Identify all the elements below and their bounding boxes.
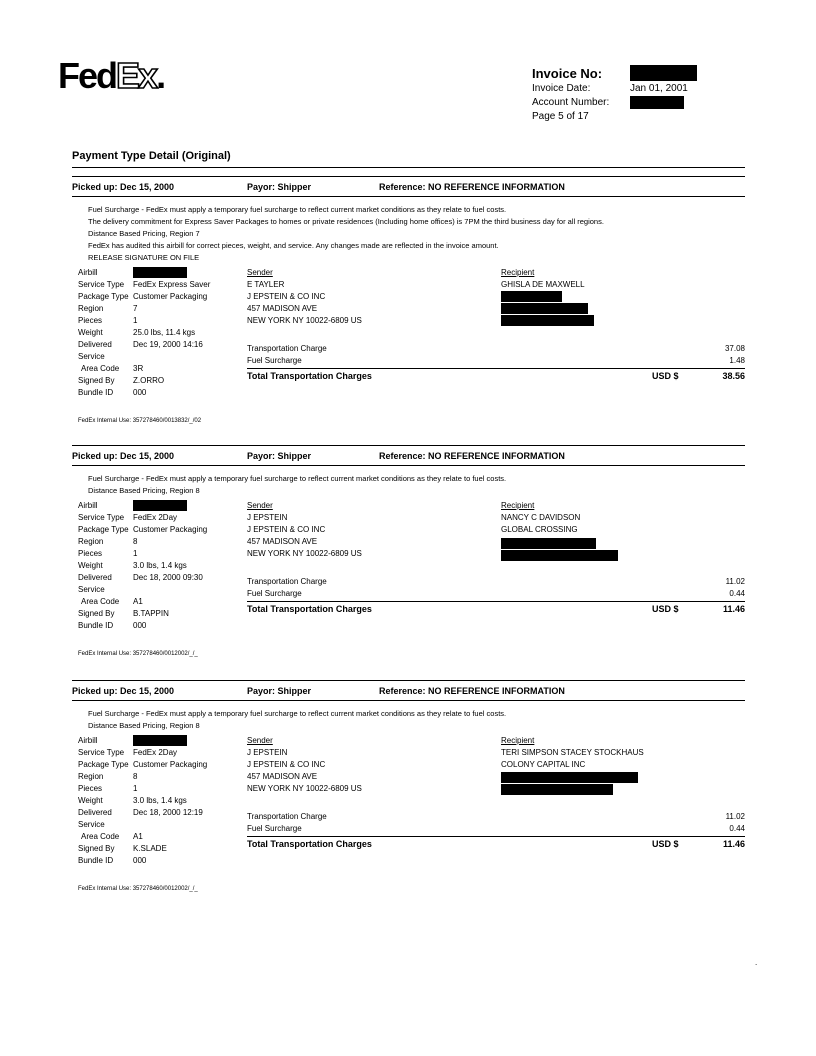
redacted-recipient-address: [501, 303, 588, 314]
package-type-label: Package Type: [78, 292, 129, 301]
sender-label: Sender: [247, 736, 273, 745]
delivered-value: Dec 18, 2000 12:19: [133, 808, 203, 817]
picked-up-date: Picked up: Dec 15, 2000: [72, 451, 175, 461]
sender-line: 457 MADISON AVE: [247, 537, 318, 546]
area-code-label: Area Code: [81, 364, 120, 373]
transportation-charge-amount: 37.08: [724, 344, 745, 353]
bundle-id-label: Bundle ID: [78, 856, 114, 865]
shipment-note: FedEx has audited this airbill for correct pieces, weight, and service. Any changes made are reflected in the invoice amount.: [88, 241, 499, 250]
redacted-recipient-address: [501, 538, 596, 549]
reference: Reference: NO REFERENCE INFORMATION: [379, 686, 565, 696]
transportation-charge-label: Transportation Charge: [247, 344, 327, 353]
picked-up-date: Picked up: Dec 15, 2000: [72, 182, 175, 192]
weight-label: Weight: [78, 328, 103, 337]
shipment-note: Distance Based Pricing, Region 7: [88, 229, 200, 238]
fuel-surcharge-amount: 0.44: [729, 824, 745, 833]
divider: [72, 465, 745, 466]
weight-value: 25.0 lbs, 11.4 kgs: [133, 328, 196, 337]
currency-label: USD $: [652, 604, 679, 614]
sender-line: E TAYLER: [247, 280, 285, 289]
service-label: Service: [78, 585, 105, 594]
bundle-id-label: Bundle ID: [78, 388, 114, 397]
weight-value: 3.0 lbs, 1.4 kgs: [133, 796, 187, 805]
internal-use-code: FedEx Internal Use: 357278460/0012002/_/_: [78, 886, 198, 892]
currency-label: USD $: [652, 839, 679, 849]
redacted-recipient-address: [501, 772, 638, 783]
recipient-line: GHISLA DE MAXWELL: [501, 280, 585, 289]
sender-line: NEW YORK NY 10022-6809 US: [247, 784, 362, 793]
reference: Reference: NO REFERENCE INFORMATION: [379, 451, 565, 461]
fuel-surcharge-label: Fuel Surcharge: [247, 589, 302, 598]
signed-by-label: Signed By: [78, 844, 115, 853]
sender-line: J EPSTEIN: [247, 513, 288, 522]
charges-divider: [247, 368, 745, 369]
redacted-airbill-number: [133, 735, 187, 746]
invoice-date: Jan 01, 2001: [630, 83, 688, 94]
divider: [72, 680, 745, 681]
region-label: Region: [78, 537, 104, 546]
shipment-note: RELEASE SIGNATURE ON FILE: [88, 253, 200, 262]
pieces-label: Pieces: [78, 316, 103, 325]
pieces-label: Pieces: [78, 784, 103, 793]
recipient-line: GLOBAL CROSSING: [501, 525, 578, 534]
region-label: Region: [78, 772, 104, 781]
package-type-value: Customer Packaging: [133, 760, 208, 769]
shipment-note: The delivery commitment for Express Saver Packages to homes or private residences (Including home offices) is 7PM the third business day for all regions.: [88, 217, 604, 226]
payor: Payor: Shipper: [247, 182, 312, 192]
total-charges-amount: 11.46: [722, 604, 745, 614]
account-number-label: Account Number:: [532, 97, 610, 108]
recipient-label: Recipient: [501, 501, 535, 510]
sender-line: 457 MADISON AVE: [247, 304, 318, 313]
package-type-value: Customer Packaging: [133, 292, 208, 301]
total-charges-label: Total Transportation Charges: [247, 604, 372, 614]
payor: Payor: Shipper: [247, 686, 312, 696]
total-charges-label: Total Transportation Charges: [247, 839, 372, 849]
total-charges-amount: 11.46: [722, 839, 745, 849]
service-type-value: FedEx 2Day: [133, 513, 178, 522]
pieces-value: 1: [133, 549, 138, 558]
fuel-surcharge-amount: 0.44: [729, 589, 745, 598]
area-code-value: 3R: [133, 364, 144, 373]
transportation-charge-amount: 11.02: [725, 577, 745, 586]
sender-line: J EPSTEIN & CO INC: [247, 292, 326, 301]
internal-use-code: FedEx Internal Use: 357278460/0012002/_/_: [78, 651, 198, 657]
signed-by-value: K.SLADE: [133, 844, 167, 853]
sender-line: NEW YORK NY 10022-6809 US: [247, 316, 362, 325]
sender-line: NEW YORK NY 10022-6809 US: [247, 549, 362, 558]
area-code-value: A1: [133, 832, 143, 841]
bundle-id-label: Bundle ID: [78, 621, 114, 630]
weight-label: Weight: [78, 561, 103, 570]
region-value: 8: [133, 772, 138, 781]
service-type-label: Service Type: [78, 513, 125, 522]
signed-by-value: Z.ORRO: [133, 376, 165, 385]
payor: Payor: Shipper: [247, 451, 312, 461]
delivered-value: Dec 19, 2000 14:16: [133, 340, 203, 349]
shipment-note: Fuel Surcharge - FedEx must apply a temporary fuel surcharge to reflect current market conditions as they relate to fuel costs.: [88, 205, 507, 214]
footer-mark: .: [755, 958, 758, 967]
recipient-label: Recipient: [501, 268, 535, 277]
area-code-label: Area Code: [81, 832, 120, 841]
total-charges-label: Total Transportation Charges: [247, 371, 372, 381]
service-label: Service: [78, 352, 105, 361]
divider: [72, 167, 745, 168]
pieces-label: Pieces: [78, 549, 103, 558]
shipment-header-row: [72, 686, 745, 698]
weight-value: 3.0 lbs, 1.4 kgs: [133, 561, 187, 570]
recipient-line: NANCY C DAVIDSON: [501, 513, 581, 522]
delivered-label: Delivered: [78, 808, 112, 817]
shipment-note: Distance Based Pricing, Region 8: [88, 486, 200, 495]
page-number: Page 5 of 17: [532, 111, 589, 122]
delivered-value: Dec 18, 2000 09:30: [133, 573, 203, 582]
recipient-line: TERI SIMPSON STACEY STOCKHAUS: [501, 748, 644, 757]
bundle-id-value: 000: [133, 388, 147, 397]
bundle-id-value: 000: [133, 621, 147, 630]
service-type-value: FedEx 2Day: [133, 748, 178, 757]
area-code-value: A1: [133, 597, 143, 606]
shipment-note: Fuel Surcharge - FedEx must apply a temporary fuel surcharge to reflect current market conditions as they relate to fuel costs.: [88, 709, 507, 718]
redacted-airbill-number: [133, 500, 187, 511]
divider: [72, 176, 745, 177]
region-value: 8: [133, 537, 138, 546]
signed-by-label: Signed By: [78, 609, 115, 618]
weight-label: Weight: [78, 796, 103, 805]
airbill-label: Airbill: [78, 268, 98, 277]
region-label: Region: [78, 304, 104, 313]
region-value: 7: [133, 304, 138, 313]
total-charges-amount: 38.56: [722, 371, 745, 381]
redacted-recipient-address: [501, 784, 613, 795]
section-title: Payment Type Detail (Original): [72, 150, 231, 162]
sender-line: J EPSTEIN: [247, 748, 288, 757]
fuel-surcharge-label: Fuel Surcharge: [247, 356, 302, 365]
delivered-label: Delivered: [78, 573, 112, 582]
divider: [72, 445, 745, 446]
divider: [72, 196, 745, 197]
transportation-charge-amount: 11.02: [725, 812, 745, 821]
airbill-label: Airbill: [78, 501, 98, 510]
invoice-no-label: Invoice No:: [532, 66, 603, 81]
package-type-label: Package Type: [78, 525, 129, 534]
service-type-label: Service Type: [78, 748, 125, 757]
sender-line: J EPSTEIN & CO INC: [247, 760, 326, 769]
divider: [72, 700, 745, 701]
sender-line: J EPSTEIN & CO INC: [247, 525, 326, 534]
invoice-date-label: Invoice Date:: [532, 83, 591, 94]
area-code-label: Area Code: [81, 597, 120, 606]
currency-label: USD $: [652, 371, 679, 381]
picked-up-date: Picked up: Dec 15, 2000: [72, 686, 175, 696]
internal-use-code: FedEx Internal Use: 357278460/0013832/_/02: [78, 418, 202, 424]
fuel-surcharge-label: Fuel Surcharge: [247, 824, 302, 833]
signed-by-label: Signed By: [78, 376, 115, 385]
shipment-header-row: [72, 182, 745, 194]
package-type-value: Customer Packaging: [133, 525, 208, 534]
redacted-invoice-number: [630, 65, 697, 81]
airbill-label: Airbill: [78, 736, 98, 745]
package-type-label: Package Type: [78, 760, 129, 769]
pieces-value: 1: [133, 784, 138, 793]
sender-label: Sender: [247, 268, 273, 277]
delivered-label: Delivered: [78, 340, 112, 349]
shipment-header-row: [72, 451, 745, 463]
bundle-id-value: 000: [133, 856, 147, 865]
pieces-value: 1: [133, 316, 138, 325]
shipment-note: Distance Based Pricing, Region 8: [88, 721, 200, 730]
transportation-charge-label: Transportation Charge: [247, 812, 327, 821]
signed-by-value: B.TAPPIN: [133, 609, 169, 618]
redacted-recipient-address: [501, 550, 618, 561]
redacted-recipient-address: [501, 291, 562, 302]
redacted-account-number: [630, 96, 684, 109]
redacted-airbill-number: [133, 267, 187, 278]
reference: Reference: NO REFERENCE INFORMATION: [379, 182, 565, 192]
sender-line: 457 MADISON AVE: [247, 772, 318, 781]
recipient-label: Recipient: [501, 736, 535, 745]
fuel-surcharge-amount: 1.48: [729, 356, 745, 365]
transportation-charge-label: Transportation Charge: [247, 577, 327, 586]
recipient-line: COLONY CAPITAL INC: [501, 760, 586, 769]
service-label: Service: [78, 820, 105, 829]
shipment-note: Fuel Surcharge - FedEx must apply a temporary fuel surcharge to reflect current market conditions as they relate to fuel costs.: [88, 474, 507, 483]
fedex-logo: FedEx.: [58, 55, 165, 96]
sender-label: Sender: [247, 501, 273, 510]
service-type-label: Service Type: [78, 280, 125, 289]
charges-divider: [247, 601, 745, 602]
charges-divider: [247, 836, 745, 837]
service-type-value: FedEx Express Saver: [133, 280, 211, 289]
redacted-recipient-address: [501, 315, 594, 326]
